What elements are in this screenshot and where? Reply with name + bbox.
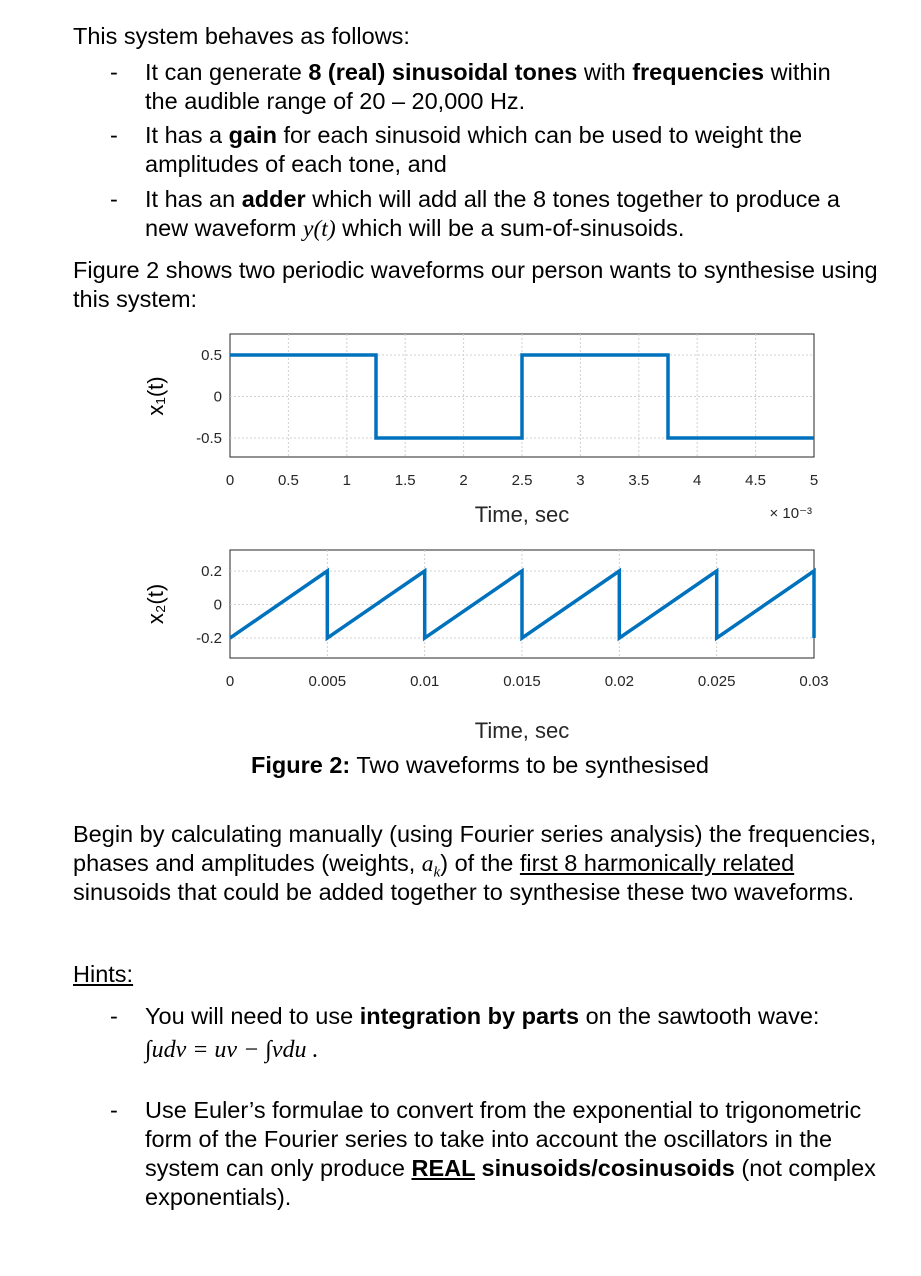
hint-2-line-4: exponentials). xyxy=(145,1184,292,1210)
x-tick-label: 3.5 xyxy=(628,472,650,489)
figure-caption xyxy=(251,751,709,780)
bullet-3-line-2 xyxy=(145,214,684,244)
x-tick-label: 0.5 xyxy=(277,472,299,489)
chart-2-xlabel: Time, sec xyxy=(474,718,570,743)
bullet-2-line-2: amplitudes of each tone, and xyxy=(145,151,447,177)
text: which will be a sum-of-sinusoids. xyxy=(335,215,685,241)
text: You will need to use xyxy=(145,1003,360,1029)
bullet-dash: - xyxy=(110,1097,118,1123)
x-tick-label: 3 xyxy=(576,472,585,489)
x-tick-label: 0.005 xyxy=(308,673,347,690)
bullet-dash: - xyxy=(110,186,118,212)
bold-text: adder xyxy=(241,186,306,212)
x-tick-label: 0.03 xyxy=(799,673,829,690)
x-tick-label: 0 xyxy=(225,472,235,489)
text: for each sinusoid which can be used to weight the xyxy=(276,122,803,148)
chart-1-xlabel: Time, sec xyxy=(474,502,570,527)
bold-text: 8 (real) sinusoidal tones xyxy=(308,59,578,85)
math-y-of-t: y(t) xyxy=(303,216,336,242)
bullet-dash: - xyxy=(110,59,118,85)
hint-2-line-1: Use Euler’s formulae to convert from the exponential to trigonometric xyxy=(145,1097,862,1123)
hint-2-line-3 xyxy=(145,1154,876,1183)
text: new waveform xyxy=(145,215,304,241)
text: (not complex xyxy=(734,1155,876,1181)
chart-1-ylabel: x₁(t) xyxy=(143,376,168,416)
intro-text: This system behaves as follows: xyxy=(73,23,410,49)
figure-2-charts xyxy=(0,320,921,750)
underlined-text: first 8 harmonically related xyxy=(519,850,795,876)
x-tick-label: 0.01 xyxy=(410,673,440,690)
text: ) of the xyxy=(440,850,520,876)
hint-1-line-1 xyxy=(145,1002,819,1031)
task-line-1: Begin by calculating manually (using Fourier series analysis) the frequencies, xyxy=(73,821,877,847)
text: on the sawtooth wave: xyxy=(579,1003,820,1029)
hints-title: Hints: xyxy=(73,961,134,987)
y-tick-label: -0.5 xyxy=(196,430,222,447)
y-tick-label: 0.2 xyxy=(201,563,222,580)
bold-text: frequencies xyxy=(632,59,765,85)
bold-underlined-text: REAL xyxy=(411,1155,476,1181)
bullet-dash: - xyxy=(110,122,118,148)
y-tick-label: -0.2 xyxy=(196,630,222,647)
x-tick-label: 4.5 xyxy=(745,472,767,489)
y-tick-label: 0 xyxy=(213,388,222,406)
bullet-dash: - xyxy=(110,1003,118,1029)
x-tick-label: 4 xyxy=(693,472,702,489)
x-tick-label: 2.5 xyxy=(511,472,533,489)
x-tick-label: 1.5 xyxy=(394,472,416,489)
integration-by-parts-formula: ∫udv = uv − ∫vdu . xyxy=(145,1037,319,1063)
math-a: a xyxy=(421,851,434,877)
math-subscript-k: k xyxy=(433,864,441,881)
bullet-1-line-2: the audible range of 20 – 20,000 Hz. xyxy=(145,88,526,114)
text: phases and amplitudes (weights, xyxy=(73,850,422,876)
x-tick-label: 0.025 xyxy=(697,673,736,690)
task-line-3: sinusoids that could be added together to synthesise these two waveforms. xyxy=(73,879,855,905)
x-tick-label: 2 xyxy=(459,472,468,489)
figure-intro-line-2: this system: xyxy=(73,286,198,312)
text: with xyxy=(577,59,633,85)
text: within xyxy=(764,59,831,85)
bullet-1-line-1 xyxy=(145,58,831,87)
chart-1-x-multiplier: × 10⁻³ xyxy=(769,505,812,522)
text: which will add all the 8 tones together to produce a xyxy=(305,186,840,212)
bold-text: gain xyxy=(228,122,277,148)
figure-intro-line-1: Figure 2 shows two periodic waveforms our person wants to synthesise using xyxy=(73,257,878,283)
chart-2-ylabel: x₂(t) xyxy=(143,583,168,625)
x-tick-label: 1 xyxy=(342,472,351,489)
bold-text: sinusoids/cosinusoids xyxy=(475,1155,735,1181)
hint-2-line-2: form of the Fourier series to take into account the oscillators in the xyxy=(145,1126,833,1152)
bullet-2-line-1 xyxy=(145,121,802,150)
x-tick-label: 5 xyxy=(809,472,819,489)
caption-text: Two waveforms to be synthesised xyxy=(350,752,709,778)
x-tick-label: 0.02 xyxy=(604,673,634,690)
y-tick-label: 0 xyxy=(213,596,222,614)
bold-text: integration by parts xyxy=(359,1003,580,1029)
text: system can only produce xyxy=(145,1155,412,1181)
x-tick-label: 0 xyxy=(225,673,235,690)
text: It can generate xyxy=(145,59,309,85)
text: It has an xyxy=(145,186,242,212)
text: It has a xyxy=(145,122,229,148)
x-tick-label: 0.015 xyxy=(503,673,541,690)
y-tick-label: 0.5 xyxy=(201,347,222,364)
caption-label: Figure 2: xyxy=(251,752,351,778)
bullet-3-line-1 xyxy=(145,185,840,214)
